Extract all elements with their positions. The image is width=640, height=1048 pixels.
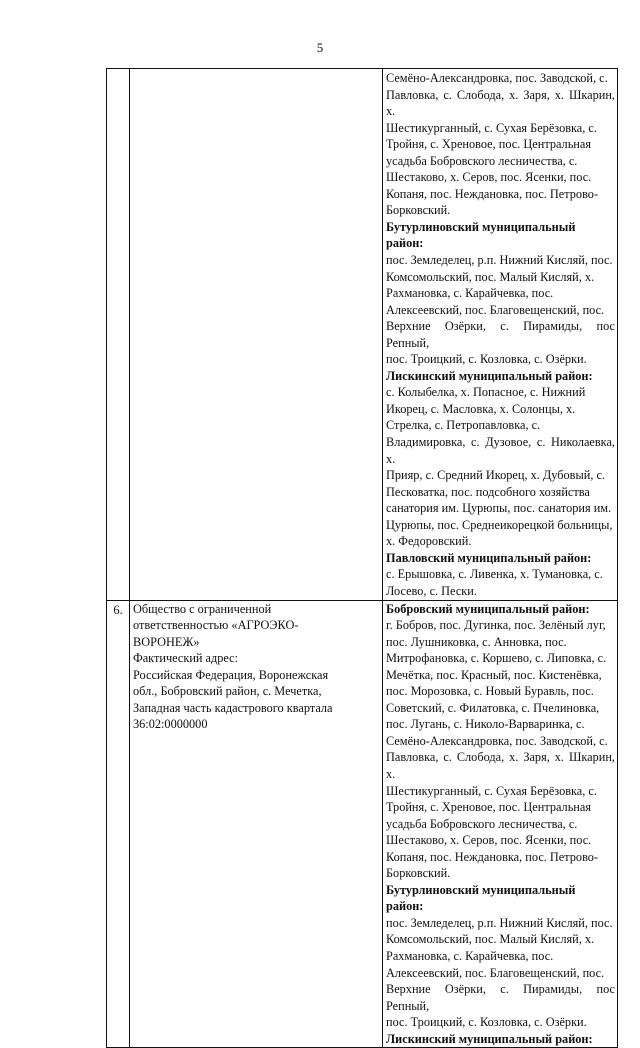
organization-line: Западная часть кадастрового квартала (133, 700, 333, 715)
settlement-line: Комсомольский, пос. Малый Кисляй, х. (386, 269, 595, 284)
settlement-line: Митрофановка, с. Коршево, с. Липовка, с. (386, 651, 607, 666)
row-number-cell: 6. (107, 600, 130, 1048)
district-heading: Лискинский муниципальный район: (386, 1031, 593, 1046)
settlement-line: Рахмановка, с. Карайчевка, пос. (386, 948, 554, 963)
page-number: 5 (316, 40, 324, 55)
settlement-line: Шестикурганный, с. Сухая Берёзовка, с. (386, 783, 597, 798)
settlement-line: пос. Троицкий, с. Козловка, с. Озёрки. (386, 352, 587, 367)
settlement-line: Верхние Озёрки, с. Пирамиды, пос Репный, (386, 319, 615, 350)
row-number-cell (107, 69, 130, 601)
settlement-line: Семёно-Александровка, пос. Заводской, с. (386, 733, 608, 748)
territory-cell (383, 69, 618, 601)
settlement-line: Рахмановка, с. Карайчевка, пос. (386, 286, 554, 301)
organization-line: Российская Федерация, Воронежская (133, 667, 329, 682)
organization-cell (130, 69, 383, 601)
settlement-line: Верхние Озёрки, с. Пирамиды, пос Репный, (386, 982, 615, 1013)
district-heading: Лискинский муниципальный район: (386, 368, 593, 383)
settlement-line: Мечётка, пос. Красный, пос. Кистенёвка, (386, 667, 602, 682)
settlement-line: Копаня, пос. Неждановка, пос. Петрово- (386, 849, 599, 864)
settlement-line: х. Федоровский. (386, 534, 472, 549)
settlement-line: Комсомольский, пос. Малый Кисляй, х. (386, 932, 595, 947)
settlement-line: пос. Земледелец, р.п. Нижний Кисляй, пос. (386, 253, 613, 268)
settlement-line: Семёно-Александровка, пос. Заводской, с. (386, 71, 608, 85)
settlement-line: усадьба Бобровского лесничества, с. (386, 816, 578, 831)
settlement-line: с. Колыбелка, х. Попасное, с. Нижний (386, 385, 586, 400)
settlement-line: Владимировка, с. Дузовое, с. Николаевка, х. (386, 435, 615, 466)
settlement-line: Борковский. (386, 866, 451, 881)
settlement-line: Тройня, с. Хреновое, пос. Центральная (386, 800, 591, 815)
territory-list (383, 69, 617, 600)
settlement-line: Шестаково, х. Серов, пос. Ясенки, пос. (386, 833, 592, 848)
settlement-line: пос. Лушниковка, с. Анновка, пос. (386, 634, 567, 649)
settlement-line: Советский, с. Филатовка, с. Пчелиновка, (386, 700, 600, 715)
settlement-line: Стрелка, с. Петропавловка, с. (386, 418, 541, 433)
settlement-line: Борковский. (386, 203, 451, 218)
settlements-table (106, 68, 618, 1048)
settlement-line: Павловка, с. Слобода, х. Заря, х. Шкарин, х. (386, 750, 615, 781)
settlement-line: Павловка, с. Слобода, х. Заря, х. Шкарин, х. (386, 87, 615, 119)
settlement-line: пос. Морозовка, с. Новый Буравль, пос. (386, 684, 594, 699)
settlement-line: Тройня, с. Хреновое, пос. Центральная (386, 137, 591, 152)
settlement-line: Шестаково, х. Серов, пос. Ясенки, пос. (386, 170, 592, 185)
district-heading: Павловский муниципальный район: (386, 550, 592, 565)
organization-line: Фактический адрес: (133, 651, 239, 666)
settlement-line: с. Ерышовка, с. Ливенка, х. Тумановка, с. (386, 567, 603, 582)
settlement-line: Песковатка, пос. подсобного хозяйства (386, 484, 590, 499)
district-heading: Бобровский муниципальный район: (386, 601, 590, 616)
district-heading: Бутурлиновский муниципальный район: (386, 882, 576, 914)
organization-line: ВОРОНЕЖ» (133, 634, 200, 649)
district-heading: Бутурлиновский муниципальный район: (386, 219, 576, 251)
table-row (107, 69, 618, 601)
organization-line: обл., Бобровский район, с. Мечетка, (133, 684, 322, 699)
organization-line: 36:02:0000000 (133, 717, 208, 732)
settlement-line: Икорец, с. Масловка, х. Солонцы, х. (386, 401, 576, 416)
settlement-line: Цурюпы, пос. Среднеикорецкой больницы, (386, 517, 613, 532)
settlement-line: Прияр, с. Средний Икорец, х. Дубовый, с. (386, 468, 606, 483)
organization-details (130, 601, 382, 733)
settlement-line: санатория им. Цурюпы, пос. санатория им. (386, 501, 612, 516)
settlement-line: Лосево, с. Пески. (386, 583, 477, 598)
settlement-line: усадьба Бобровского лесничества, с. (386, 153, 578, 168)
settlement-line: пос. Лугань, с. Николо-Варваринка, с. (386, 717, 585, 732)
settlement-line: Алексеевский, пос. Благовещенский, пос. (386, 965, 605, 980)
table-row (107, 600, 618, 1048)
organization-line: ответственностью «АГРОЭКО- (133, 618, 299, 633)
organization-cell (130, 600, 383, 1048)
organization-line: Общество с ограниченной (133, 601, 272, 616)
territory-cell (383, 600, 618, 1048)
territory-list (383, 601, 617, 1048)
settlement-line: Шестикурганный, с. Сухая Берёзовка, с. (386, 120, 597, 135)
settlement-line: пос. Троицкий, с. Козловка, с. Озёрки. (386, 1015, 587, 1030)
settlement-line: пос. Земледелец, р.п. Нижний Кисляй, пос. (386, 915, 613, 930)
settlement-line: Копаня, пос. Неждановка, пос. Петрово- (386, 186, 599, 201)
settlement-line: Алексеевский, пос. Благовещенский, пос. (386, 302, 605, 317)
settlement-line: г. Бобров, пос. Дугинка, пос. Зелёный луг, (386, 618, 606, 633)
